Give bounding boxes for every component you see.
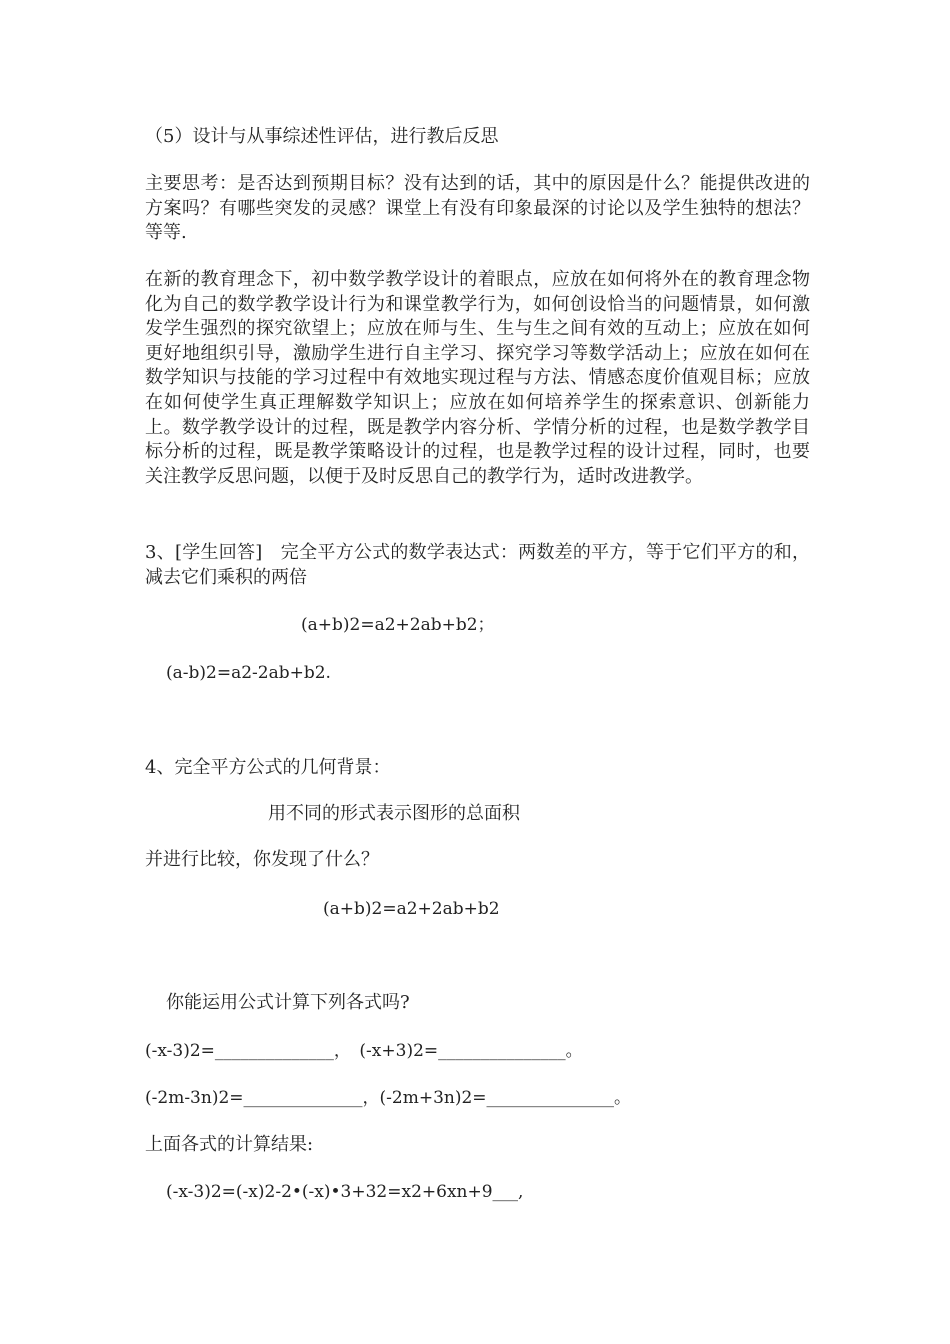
results-heading: 上面各式的计算结果: (145, 1134, 314, 1155)
exercise-line-1: (-x-3)2=______________， (-x+3)2=_______________。 (145, 1041, 583, 1061)
section-4-subtitle: 用不同的形式表示图形的总面积 (268, 803, 520, 824)
exercise-prompt: 你能运用公式计算下列各式吗? (166, 992, 410, 1013)
section-5-heading: （5）设计与从事综述性评估，进行教后反思 (145, 126, 499, 147)
education-concept-paragraph: 在新的教育理念下，初中数学教学设计的着眼点，应放在如何将外在的教育理念物化为自己的数学教学设计行为和课堂教学行为，如何创设恰当的问题情景，如何激发学生强烈的探究欲望上；应放在师与生、生与生之间有效的互动上；应放在如何更好地组织引导，激励学生进行自主学习、探究学习等数学活动上；应放在如何在数学知识与技能的学习过程中有效地实现过程与方法、情感态度价值观目标；应放在如何使学生真正理解数学知识上；应放在如何培养学生的探索意识、创新能力上。数学教学设计的过程，既是教学内容分析、学情分析的过程，也是数学教学目标分析的过程，既是教学策略设计的过程，也是教学过程的设计过程，同时，也要关注教学反思问题，以便于及时反思自己的教学行为，适时改进教学。 (145, 269, 810, 487)
exercise-line-2: (-2m-3n)2=______________，(-2m+3n)2=_______________。 (145, 1088, 632, 1108)
formula-square-of-difference: (a-b)2=a2-2ab+b2. (166, 663, 331, 683)
section-3-student-answer: 3、[学生回答] 完全平方公式的数学表达式：两数差的平方，等于它们平方的和，减去它们乘积的两倍 (145, 542, 810, 588)
result-line-1: (-x-3)2=(-x)2-2•(-x)•3+32=x2+6xn+9___, (166, 1182, 524, 1202)
compare-question: 并进行比较，你发现了什么？ (145, 849, 379, 870)
main-thinking-paragraph: 主要思考：是否达到预期目标？没有达到的话，其中的原因是什么？能提供改进的方案吗？有哪些突发的灵感？课堂上有没有印象最深的讨论以及学生独特的想法？等等. (145, 173, 810, 244)
formula-square-of-sum-2: (a+b)2=a2+2ab+b2 (323, 899, 500, 919)
section-4-heading: 4、完全平方公式的几何背景： (145, 757, 391, 778)
formula-square-of-sum: (a+b)2=a2+2ab+b2； (301, 615, 495, 635)
